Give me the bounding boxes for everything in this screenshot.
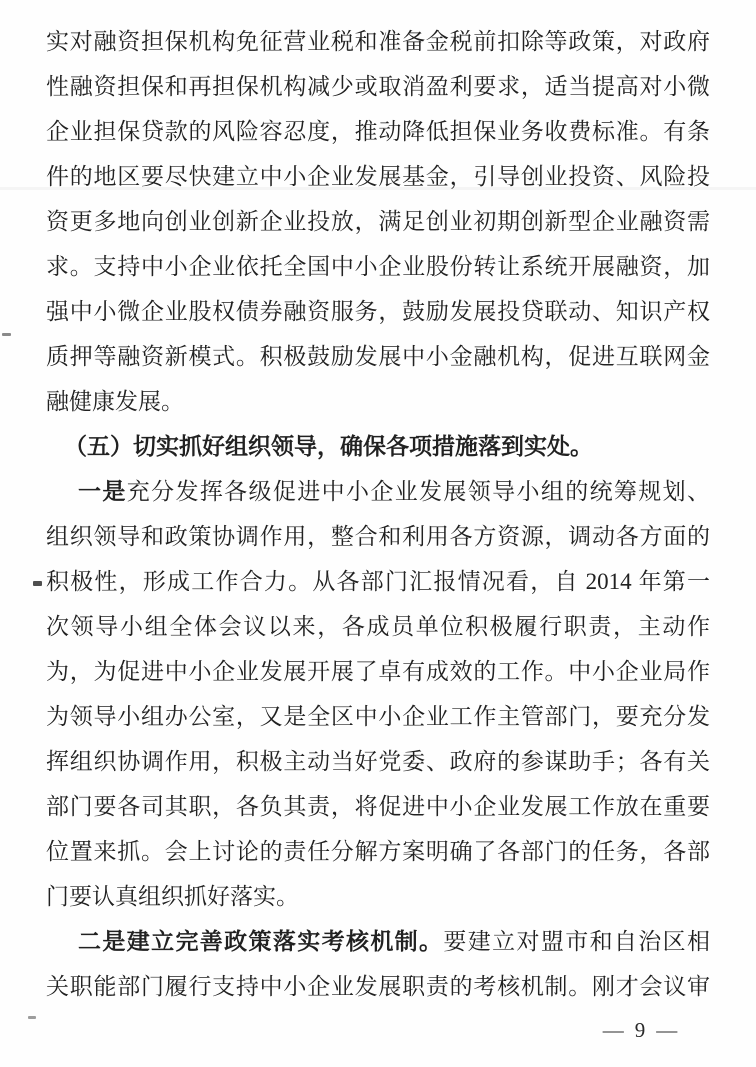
scan-speck-artifact bbox=[2, 333, 11, 336]
text-line: 二是建立完善政策落实考核机制。要建立对盟市和自治区相 bbox=[78, 929, 710, 954]
text-line: 积极性，形成工作合力。从各部门汇报情况看，自 2014 年第一 bbox=[46, 569, 710, 594]
page-number-value: 9 bbox=[634, 1018, 646, 1042]
text-line: 组织领导和政策协调作用，整合和利用各方资源，调动各方面的 bbox=[46, 524, 710, 549]
text-line: 一是充分发挥各级促进中小企业发展领导小组的统筹规划、 bbox=[78, 479, 710, 504]
scan-speck-artifact bbox=[28, 1016, 36, 1019]
text-line: 次领导小组全体会议以来，各成员单位积极履行职责，主动作 bbox=[46, 614, 710, 639]
text-line: 性融资担保和再担保机构减少或取消盈利要求，适当提高对小微 bbox=[46, 74, 710, 99]
text-line: 为领导小组办公室，又是全区中小企业工作主管部门，要充分发 bbox=[46, 704, 710, 729]
text-line: 为，为促进中小企业发展开展了卓有成效的工作。中小企业局作 bbox=[46, 659, 710, 684]
paragraph-lead-bold: 一是 bbox=[78, 479, 127, 504]
text-line: 位置来抓。会上讨论的责任分解方案明确了各部门的任务，各部 bbox=[46, 839, 710, 864]
section-heading-text: （五）切实抓好组织领导，确保各项措施落到实处。 bbox=[64, 434, 593, 459]
text-line: 部门要各司其职，各负其责，将促进中小企业发展工作放在重要 bbox=[46, 794, 710, 819]
scan-speck-artifact bbox=[33, 581, 42, 586]
text-line: 挥组织协调作用，积极主动当好党委、政府的参谋助手；各有关 bbox=[46, 749, 710, 774]
text-line: 关职能部门履行支持中小企业发展职责的考核机制。刚才会议审 bbox=[46, 974, 710, 999]
text-line: 强中小微企业股权债券融资服务，鼓励发展投贷联动、知识产权 bbox=[46, 299, 710, 324]
text-line: 质押等融资新模式。积极鼓励发展中小金融机构，促进互联网金 bbox=[46, 344, 710, 369]
text-line: 求。支持中小企业依托全国中小企业股份转让系统开展融资，加 bbox=[46, 254, 710, 279]
section-heading bbox=[46, 424, 710, 469]
page-number-dash-right: — bbox=[656, 1018, 678, 1042]
text-line: 企业担保贷款的风险容忍度，推动降低担保业务收费标准。有条 bbox=[46, 119, 710, 144]
text-line: 门要认真组织抓好落实。 bbox=[46, 884, 299, 909]
text-line: 融健康发展。 bbox=[46, 389, 184, 414]
page-number-dash-left: — bbox=[602, 1018, 624, 1042]
text-line: 资更多地向创业创新企业投放，满足创业初期创新型企业融资需 bbox=[46, 209, 710, 234]
text-line: 件的地区要尽快建立中小企业发展基金，引导创业投资、风险投 bbox=[46, 164, 710, 189]
paragraph-lead-bold: 二是建立完善政策落实考核机制。 bbox=[78, 929, 444, 954]
text-line: 实对融资担保机构免征营业税和准备金税前扣除等政策，对政府 bbox=[46, 29, 710, 54]
document-text-block bbox=[46, 19, 710, 1009]
page-number bbox=[585, 1010, 695, 1050]
